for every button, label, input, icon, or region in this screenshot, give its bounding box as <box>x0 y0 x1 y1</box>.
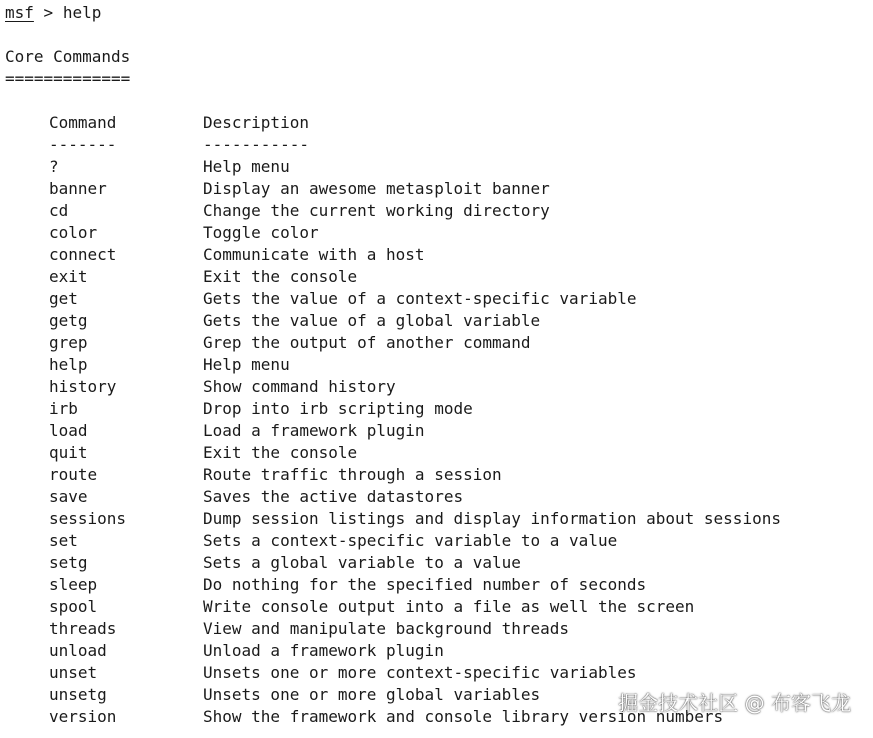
command-name: exit <box>49 267 88 286</box>
command-name: load <box>49 421 88 440</box>
table-row <box>5 266 871 288</box>
command-name: sessions <box>49 509 127 528</box>
divider-command: ------- <box>49 135 117 154</box>
command-description: Unload a framework plugin <box>203 641 444 660</box>
blank-line <box>5 90 871 112</box>
section-underline: ============= <box>5 69 131 88</box>
table-row <box>5 486 871 508</box>
command-description: View and manipulate background threads <box>203 619 570 638</box>
command-name: color <box>49 223 98 242</box>
command-description: Route traffic through a session <box>203 465 502 484</box>
prompt-line <box>5 2 871 24</box>
command-name: unsetg <box>49 685 107 704</box>
command-description: Exit the console <box>203 443 358 462</box>
command-description: Show command history <box>203 377 396 396</box>
command-name: banner <box>49 179 107 198</box>
command-name: help <box>49 355 88 374</box>
command-table-body <box>5 156 871 728</box>
command-name: unset <box>49 663 98 682</box>
table-row <box>5 618 871 640</box>
command-name: set <box>49 531 78 550</box>
command-name: route <box>49 465 98 484</box>
command-description: Dump session listings and display information about sessions <box>203 509 781 528</box>
command-description: Saves the active datastores <box>203 487 464 506</box>
command-description: Help menu <box>203 157 290 176</box>
table-row <box>5 156 871 178</box>
table-row <box>5 596 871 618</box>
table-row <box>5 508 871 530</box>
table-row <box>5 244 871 266</box>
command-name: spool <box>49 597 98 616</box>
terminal-output[interactable] <box>5 2 871 738</box>
command-description: Display an awesome metasploit banner <box>203 179 550 198</box>
blank-line <box>5 24 871 46</box>
command-name: irb <box>49 399 78 418</box>
table-row <box>5 222 871 244</box>
table-row <box>5 530 871 552</box>
table-header-row <box>5 112 871 134</box>
table-row <box>5 288 871 310</box>
table-row <box>5 178 871 200</box>
table-row <box>5 574 871 596</box>
table-row <box>5 464 871 486</box>
command-description: Toggle color <box>203 223 319 242</box>
command-description: Unsets one or more context-specific variables <box>203 663 637 682</box>
prompt-label: msf <box>5 3 34 22</box>
command-description: Unsets one or more global variables <box>203 685 541 704</box>
command-name: setg <box>49 553 88 572</box>
prompt-command: help <box>62 3 102 22</box>
header-command: Command <box>49 113 117 132</box>
watermark: 掘金技术社区 @ 布客飞龙 <box>618 691 851 715</box>
command-name: getg <box>49 311 88 330</box>
command-name: quit <box>49 443 88 462</box>
prompt-separator: > <box>33 3 63 22</box>
command-description: Communicate with a host <box>203 245 425 264</box>
command-description: Help menu <box>203 355 290 374</box>
command-description: Write console output into a file as well the screen <box>203 597 695 616</box>
command-description: Sets a global variable to a value <box>203 553 521 572</box>
table-row <box>5 442 871 464</box>
table-row <box>5 640 871 662</box>
command-description: Show the framework and console library version numbers <box>203 707 724 726</box>
command-name: connect <box>49 245 117 264</box>
table-row <box>5 398 871 420</box>
section-title: Core Commands <box>5 47 131 66</box>
divider-description: ----------- <box>203 135 309 154</box>
table-divider-row <box>5 134 871 156</box>
table-row <box>5 354 871 376</box>
command-description: Exit the console <box>203 267 358 286</box>
command-name: sleep <box>49 575 98 594</box>
command-description: Load a framework plugin <box>203 421 425 440</box>
command-description: Sets a context-specific variable to a value <box>203 531 618 550</box>
command-name: get <box>49 289 78 308</box>
table-row <box>5 332 871 354</box>
table-row <box>5 552 871 574</box>
command-description: Gets the value of a global variable <box>203 311 541 330</box>
table-row <box>5 420 871 442</box>
command-name: unload <box>49 641 107 660</box>
command-name: cd <box>49 201 69 220</box>
table-row <box>5 200 871 222</box>
command-name: threads <box>49 619 117 638</box>
command-description: Grep the output of another command <box>203 333 531 352</box>
command-name: save <box>49 487 88 506</box>
command-description: Gets the value of a context-specific variable <box>203 289 637 308</box>
command-description: Drop into irb scripting mode <box>203 399 473 418</box>
table-row <box>5 310 871 332</box>
command-name: ? <box>49 157 59 176</box>
command-name: history <box>49 377 117 396</box>
command-name: grep <box>49 333 88 352</box>
table-row <box>5 662 871 684</box>
command-description: Change the current working directory <box>203 201 550 220</box>
command-name: version <box>49 707 117 726</box>
table-row <box>5 376 871 398</box>
header-description: Description <box>203 113 309 132</box>
command-description: Do nothing for the specified number of seconds <box>203 575 647 594</box>
